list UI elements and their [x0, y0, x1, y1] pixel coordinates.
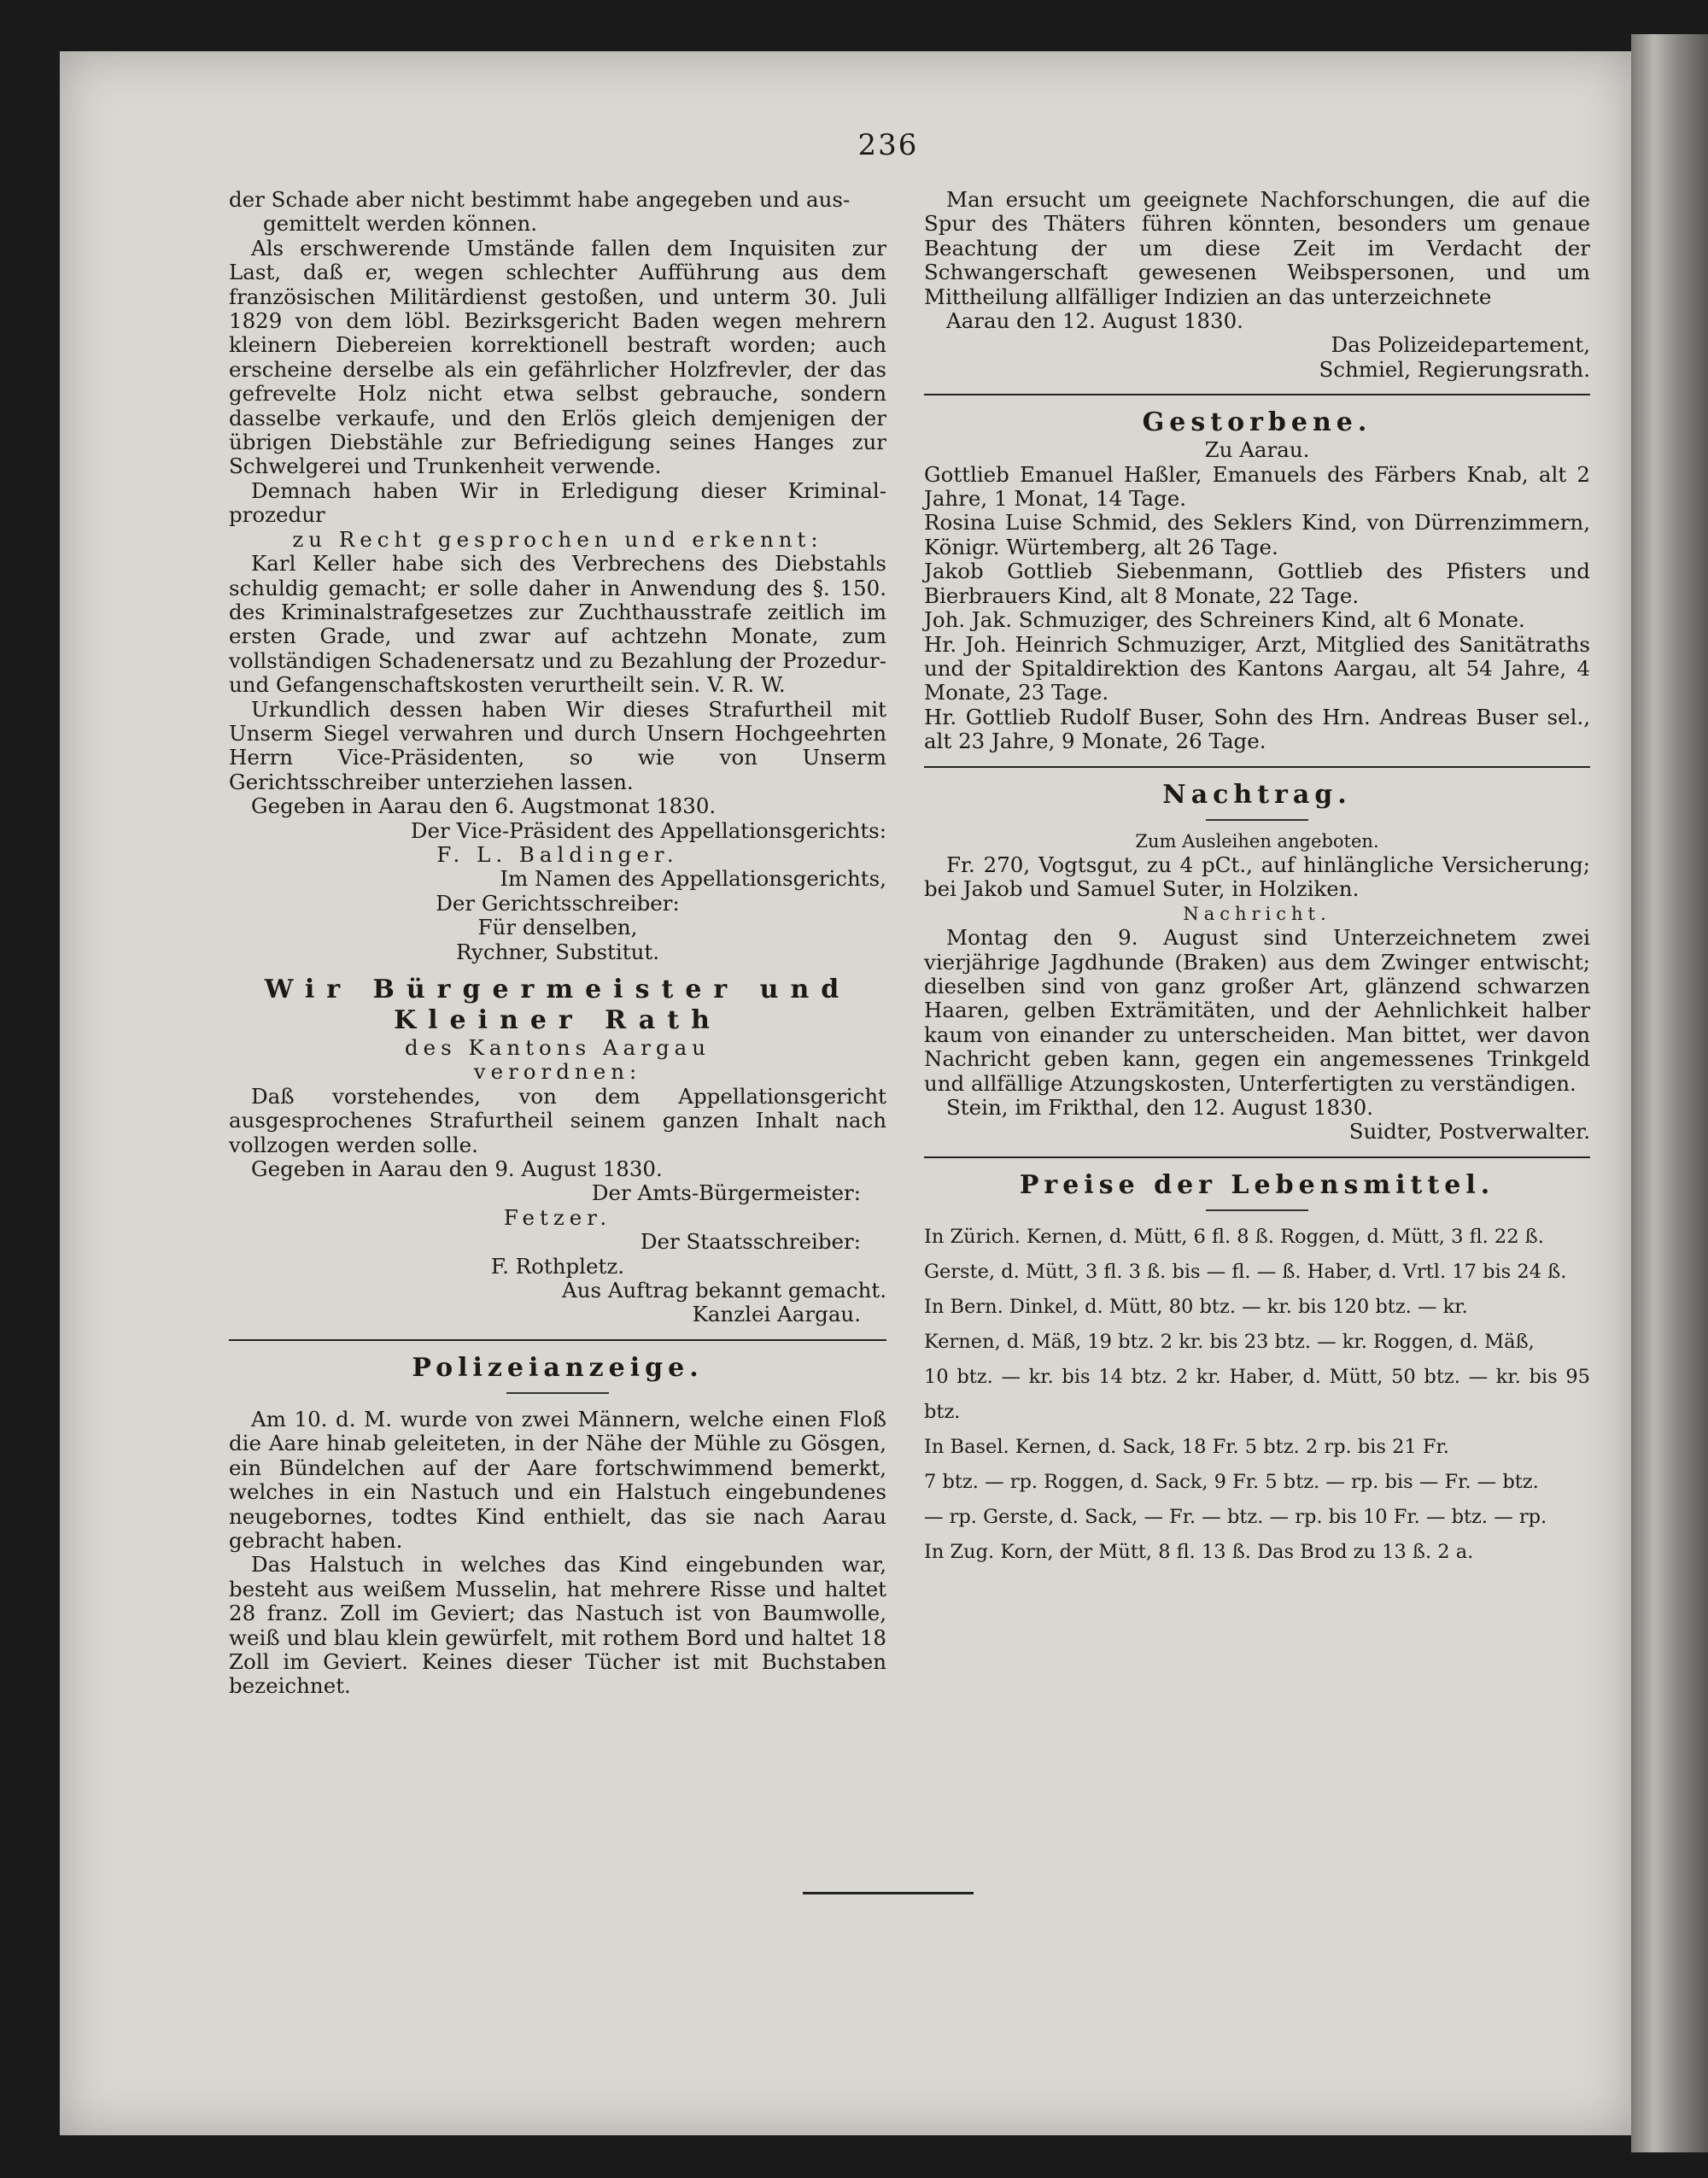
published-by-order: Aus Auftrag bekannt gemacht. — [562, 1278, 886, 1303]
price-line: In Zug. Korn, der Mütt, 8 fl. 13 ß. Das Brod zu 13 ß. 2 a. — [924, 1540, 1474, 1563]
verdict-line-1: der Schade aber nicht bestimmt habe angegeben und aus- — [229, 187, 851, 212]
signature-vice-president-title: Der Vice-Präsident des Appellationsgerichts: — [410, 817, 886, 843]
stein-date: Stein, im Frikthal, den 12. August 1830. — [946, 1095, 1373, 1120]
price-line: In Basel. Kernen, d. Sack, 18 Fr. 5 btz. 2 rp. bis 21 Fr. — [924, 1435, 1449, 1458]
police-notice-paragraph-1: Am 10. d. M. wurde von zwei Männern, welche einen Floß die Aare hinab geleiteten, in der Nähe der Mühle zu Gösgen, ein Bündelchen auf der Aare fortschwimmend bemerkt, welches in ein Nastuch und ein Halstuch eingebundenes neugebornes, todtes Kind enthielt, das sie nach Aarau gebracht haben. — [229, 1406, 886, 1553]
loan-offer: Fr. 270, Vogtsgut, zu 4 pCt., auf hinlängliche Versicherung; bei Jakob und Samuel Suter, in Holziken. — [924, 852, 1590, 902]
deceased-title: Gestorbene. — [1142, 407, 1372, 438]
death-entry: Jakob Gottlieb Siebenmann, Gottlieb des Pfisters und Bierbrauers Kind, alt 8 Monate, 22 Tage. — [924, 559, 1590, 608]
dated-line-2: Gegeben in Aarau den 9. August 1830. — [251, 1156, 663, 1182]
loan-offer-heading: Zum Ausleihen angeboten. — [1135, 830, 1379, 852]
death-entry: Hr. Gottlieb Rudolf Buser, Sohn des Hrn. Andreas Buser sel., alt 23 Jahre, 9 Monate, 26 Tage. — [924, 704, 1590, 754]
section-divider — [924, 394, 1590, 395]
title-underline — [1206, 819, 1308, 821]
verdict-line-2: gemittelt werden können. — [263, 211, 538, 237]
price-line: In Bern. Dinkel, d. Mütt, 80 btz. — kr. bis 120 btz. — kr. — [924, 1295, 1468, 1318]
signature-for-same: Für denselben, — [477, 915, 638, 940]
signature-fetzer: Fetzer. — [503, 1204, 612, 1230]
zu-recht-heading: zu Recht gesprochen und erkennt: — [292, 526, 823, 552]
left-column — [229, 188, 886, 1699]
demnach-paragraph: Demnach haben Wir in Erledigung dieser Kriminal-prozedur — [229, 477, 886, 528]
investigation-request: Man ersucht um geeignete Nachforschungen, die auf die Spur des Thäters führen könnten, besonders um genaue Beachtung der um diese Zeit im Verdacht der Schwangerschaft gewesenen Weibspersonen, und um Mittheilung allfälliger Indizien an das unterzeichnete — [924, 187, 1590, 309]
aarau-date: Aarau den 12. August 1830. — [946, 308, 1243, 334]
decree-body: Daß vorstehendes, von dem Appellationsgericht ausgesprochenes Strafurtheil seinem ganzen Inhalt nach vollzogen werden solle. — [229, 1083, 886, 1157]
death-entry: Hr. Joh. Heinrich Schmuziger, Arzt, Mitglied des Sanitätraths und der Spitaldirektion des Kantons Aargau, alt 54 Jahre, 4 Monate, 23 Tage. — [924, 631, 1590, 706]
price-line: Gerste, d. Mütt, 3 fl. 3 ß. bis — fl. — ß. Haber, d. Vrtl. 17 bis 24 ß. — [924, 1260, 1567, 1283]
signature-state-clerk-title: Der Staatsschreiber: — [640, 1229, 861, 1255]
decree-canton: des Kantons Aargau — [404, 1035, 711, 1060]
price-line: 7 btz. — rp. Roggen, d. Sack, 9 Fr. 5 btz. — rp. bis — Fr. — btz. — [924, 1470, 1539, 1493]
signature-clerk-title: Der Gerichtsschreiber: — [436, 890, 680, 916]
decree-verordnen: verordnen: — [473, 1059, 642, 1085]
urkundlich-paragraph: Urkundlich dessen haben Wir dieses Strafurtheil mit Unserm Siegel verwahren und durch Unsern Hochgeehrten Herrn Vice-Präsidenten, so wie von Unserm Gerichtsschreiber unterziehen lassen. — [229, 696, 886, 794]
death-entry: Gottlieb Emanuel Haßler, Emanuels des Färbers Knab, alt 2 Jahre, 1 Monat, 14 Tage. — [924, 461, 1590, 512]
keller-verdict: Karl Keller habe sich des Verbrechens des Diebstahls schuldig gemacht; er solle daher in Anwendung des §. 150. des Kriminalstrafgesetzes zur Zuchthausstrafe zeitlich im ersten Grade, und zwar auf achtzehn Monate, zum vollständigen Schadenersatz und zu Bezahlung der Prozedur- und Gefangenschaftskosten verurtheilt sein. V. R. W. — [229, 551, 886, 698]
right-column — [924, 188, 1590, 1570]
death-entry: Rosina Luise Schmid, des Seklers Kind, von Dürrenzimmern, Königr. Würtemberg, alt 26 Tage. — [924, 510, 1590, 559]
lost-dogs-notice: Montag den 9. August sind Unterzeichnetem zwei vierjährige Jagdhunde (Braken) aus dem Zwinger entwischt; dieselben sind von ganz großer Art, glänzend schwarzen Haaren, gelben Exträmitäten, und der Aehnlichkeit halber kaum von einander zu unterscheiden. Man bittet, wer davon Nachricht geben kann, gegen ein angemessenes Trinkgeld und allfällige Atzungskosten, Unterfertigten zu verständigen. — [924, 925, 1590, 1096]
signature-appellation-court: Im Namen des Appellationsgerichts, — [500, 866, 886, 892]
title-underline — [1206, 1209, 1308, 1211]
decree-heading: Wir Bürgermeister und Kleiner Rath — [264, 975, 851, 1035]
police-department: Das Polizeidepartement, — [1331, 332, 1590, 358]
section-divider — [924, 1156, 1590, 1158]
signature-rothpletz: F. Rothpletz. — [490, 1253, 625, 1279]
page-number: 236 — [857, 128, 919, 162]
signature-rychner: Rychner, Substitut. — [456, 939, 659, 964]
signature-suidter: Suidter, Postverwalter. — [1348, 1119, 1590, 1145]
title-underline — [506, 1392, 609, 1394]
page-edge-shadow — [1631, 34, 1708, 2152]
food-prices-title: Preise der Lebensmittel. — [1019, 1169, 1495, 1200]
signature-schmiel: Schmiel, Regierungsrath. — [1319, 356, 1590, 382]
price-line: In Zürich. Kernen, d. Mütt, 6 fl. 8 ß. Roggen, d. Mütt, 3 fl. 22 ß. — [924, 1225, 1544, 1248]
police-notice-paragraph-2: Das Halstuch in welches das Kind eingebunden war, besteht aus weißem Musselin, hat mehrere Risse und haltet 28 franz. Zoll im Geviert; das Nastuch ist von Baumwolle, weiß und blau klein gewürfelt, mit rothem Bord und haltet 18 Zoll im Geviert. Keines dieser Tücher ist mit Buchstaben bezeichnet. — [229, 1552, 886, 1699]
signature-baldinger: F. L. Baldinger. — [436, 841, 679, 867]
closing-rule — [803, 1892, 974, 1894]
supplement-title: Nachtrag. — [1162, 779, 1352, 810]
dated-line-1: Gegeben in Aarau den 6. Augstmonat 1830. — [251, 793, 717, 819]
section-divider — [924, 766, 1590, 768]
price-line: Kernen, d. Mäß, 19 btz. 2 kr. bis 23 btz. — kr. Roggen, d. Mäß, — [924, 1330, 1535, 1353]
price-line: 10 btz. — kr. bis 14 btz. 2 kr. Haber, d. Mütt, 50 btz. — kr. bis 95 btz. — [924, 1365, 1590, 1423]
deceased-place: Zu Aarau. — [1204, 437, 1310, 463]
death-entry: Joh. Jak. Schmuziger, des Schreiners Kind, alt 6 Monate. — [924, 607, 1525, 633]
price-line: — rp. Gerste, d. Sack, — Fr. — btz. — rp. bis 10 Fr. — btz. — rp. — [924, 1505, 1547, 1528]
police-notice-title: Polizeianzeige. — [412, 1352, 704, 1383]
signature-mayor-title: Der Amts-Bürgermeister: — [591, 1180, 861, 1206]
section-divider — [229, 1339, 886, 1341]
chancellery-aargau: Kanzlei Aargau. — [692, 1302, 861, 1327]
notice-heading: Nachricht. — [1183, 903, 1331, 924]
aggravating-circumstances: Als erschwerende Umstände fallen dem Inquisiten zur Last, daß er, wegen schlechter Aufführung aus dem französischen Militärdienst gestoßen, und unterm 30. Juli 1829 von dem löbl. Bezirksgericht Baden wegen mehrern kleinern Diebereien korrektionell bestraft worden; auch erscheine derselbe als ein gefährlicher Holzfrevler, der das gefrevelte Holz nicht etwa selbst gebrauche, sondern dasselbe verkaufe, und den Erlös gleich demjenigen der übrigen Diebstähle zur Befriedigung seines Hanges zur Schwelgerei und Trunkenheit verwende. — [229, 235, 886, 479]
